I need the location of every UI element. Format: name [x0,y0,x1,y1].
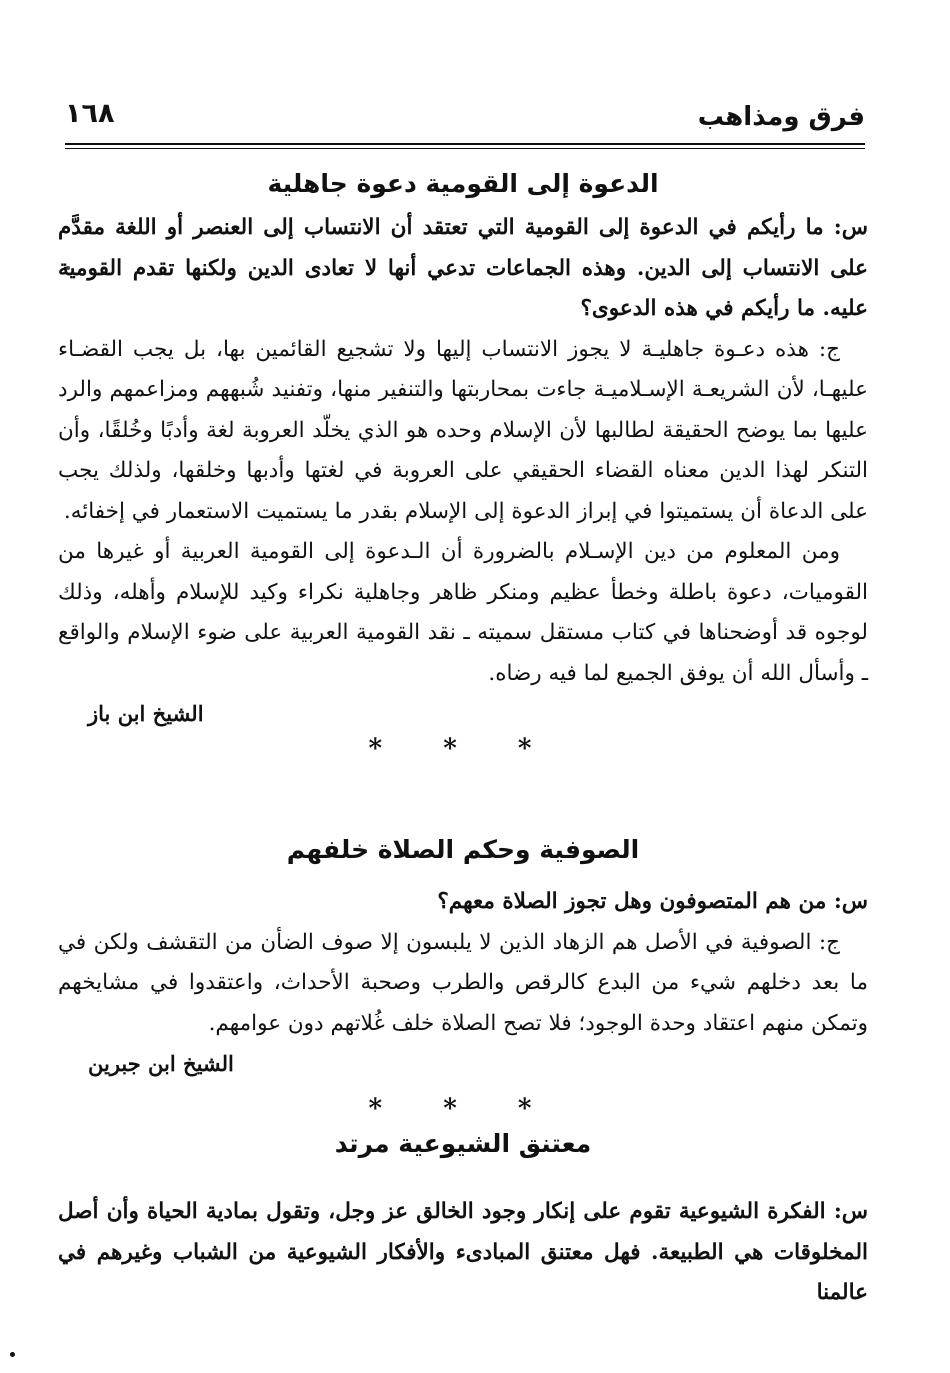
section-heading: الصوفية وحكم الصلاة خلفهم [286,835,640,864]
section-nationalism [58,164,868,764]
section-heading: معتنق الشيوعية مرتد [334,1129,592,1158]
section-separator: * * * [368,1094,558,1124]
question-text: س: ما رأيكم في الدعوة إلى القومية التي تعتقد أن الانتساب إلى العنصر أو اللغة مقدَّم على الانتساب إلى الدين. وهذه الجماعات تدعي أنها لا تعادى الدين ولكنها تقدم القومية عليه. ما رأيكم في هذه الدعوى؟ [58,215,868,321]
section-separator: * * * [368,734,558,764]
attribution: الشيخ ابن جبرين [88,1051,234,1076]
margin-dot [10,1352,15,1357]
page-number: ١٦٨ [65,98,115,129]
answer-paragraph: ومن المعلوم من دين الإسـلام بالضرورة أن الـدعوة إلى القومية العربية أو غيرها من القوميات، دعوة باطلة وخطأ عظيم ومنكر ظاهر وجاهلية نكراء وكيد للإسلام وأهله، وذلك لوجوه قد أوضحناها في كتاب مستقل سميته ـ نقد القومية العربية على ضوء الإسلام والواقع ـ وأسأل الله أن يوفق الجميع لما فيه رضاه. [58,539,868,686]
section-heading: الدعوة إلى القومية دعوة جاهلية [267,169,659,198]
section-sufism [58,830,868,1124]
running-title: فرق ومذاهب [697,102,865,132]
header-rule [65,143,865,145]
answer-paragraph: ج: الصوفية في الأصل هم الزهاد الذين لا يلبسون إلا صوف الضأن من التقشف ولكن في ما بعد دخلهم شيء من البدع كالرقص والطرب وصحبة الأحداث، واعتقدوا في مشايخهم وتمكن منهم اعتقاد وحدة الوجود؛ فلا تصح الصلاة خلف غُلاتهم دون عوامهم. [58,929,868,1036]
page-header [65,96,865,140]
header-rule-thin [65,148,865,149]
question-text: س: الفكرة الشيوعية تقوم على إنكار وجود الخالق عز وجل، وتقول بمادية الحياة وأن أصل المخلوقات هي الطبيعة. فهل معتنق المبادىء والأفكار الشيوعية من الشباب وغيرهم في عالمنا [58,1199,868,1305]
answer-paragraph: ج: هذه دعـوة جاهليـة لا يجوز الانتساب إليها ولا تشجيع القائمين بها، بل يجب القضـاء عليهـا، لأن الشريعـة الإسـلاميـة جاءت بمحاربتها والتنفير منها، وتفنيد شُبههم ومزاعمهم والرد عليها بما يوضح الحقيقة لطالبها لأن الإسلام وحده هو الذي يخلّد العروبة لغة وأدبًا وخُلقًا، وأن التنكر لهذا الدين معناه القضاء الحقيقي على العروبة في لغتها وأدبها وخلقها، ولذلك يجب على الدعاة أن يستميتوا في إبراز الدعوة إلى الإسلام بقدر ما يستميت الاستعمار في إخفائه. [58,336,868,524]
attribution: الشيخ ابن باز [88,701,204,726]
section-communism [58,1124,868,1314]
question-text: س: من هم المتصوفون وهل تجوز الصلاة معهم؟ [437,889,868,914]
